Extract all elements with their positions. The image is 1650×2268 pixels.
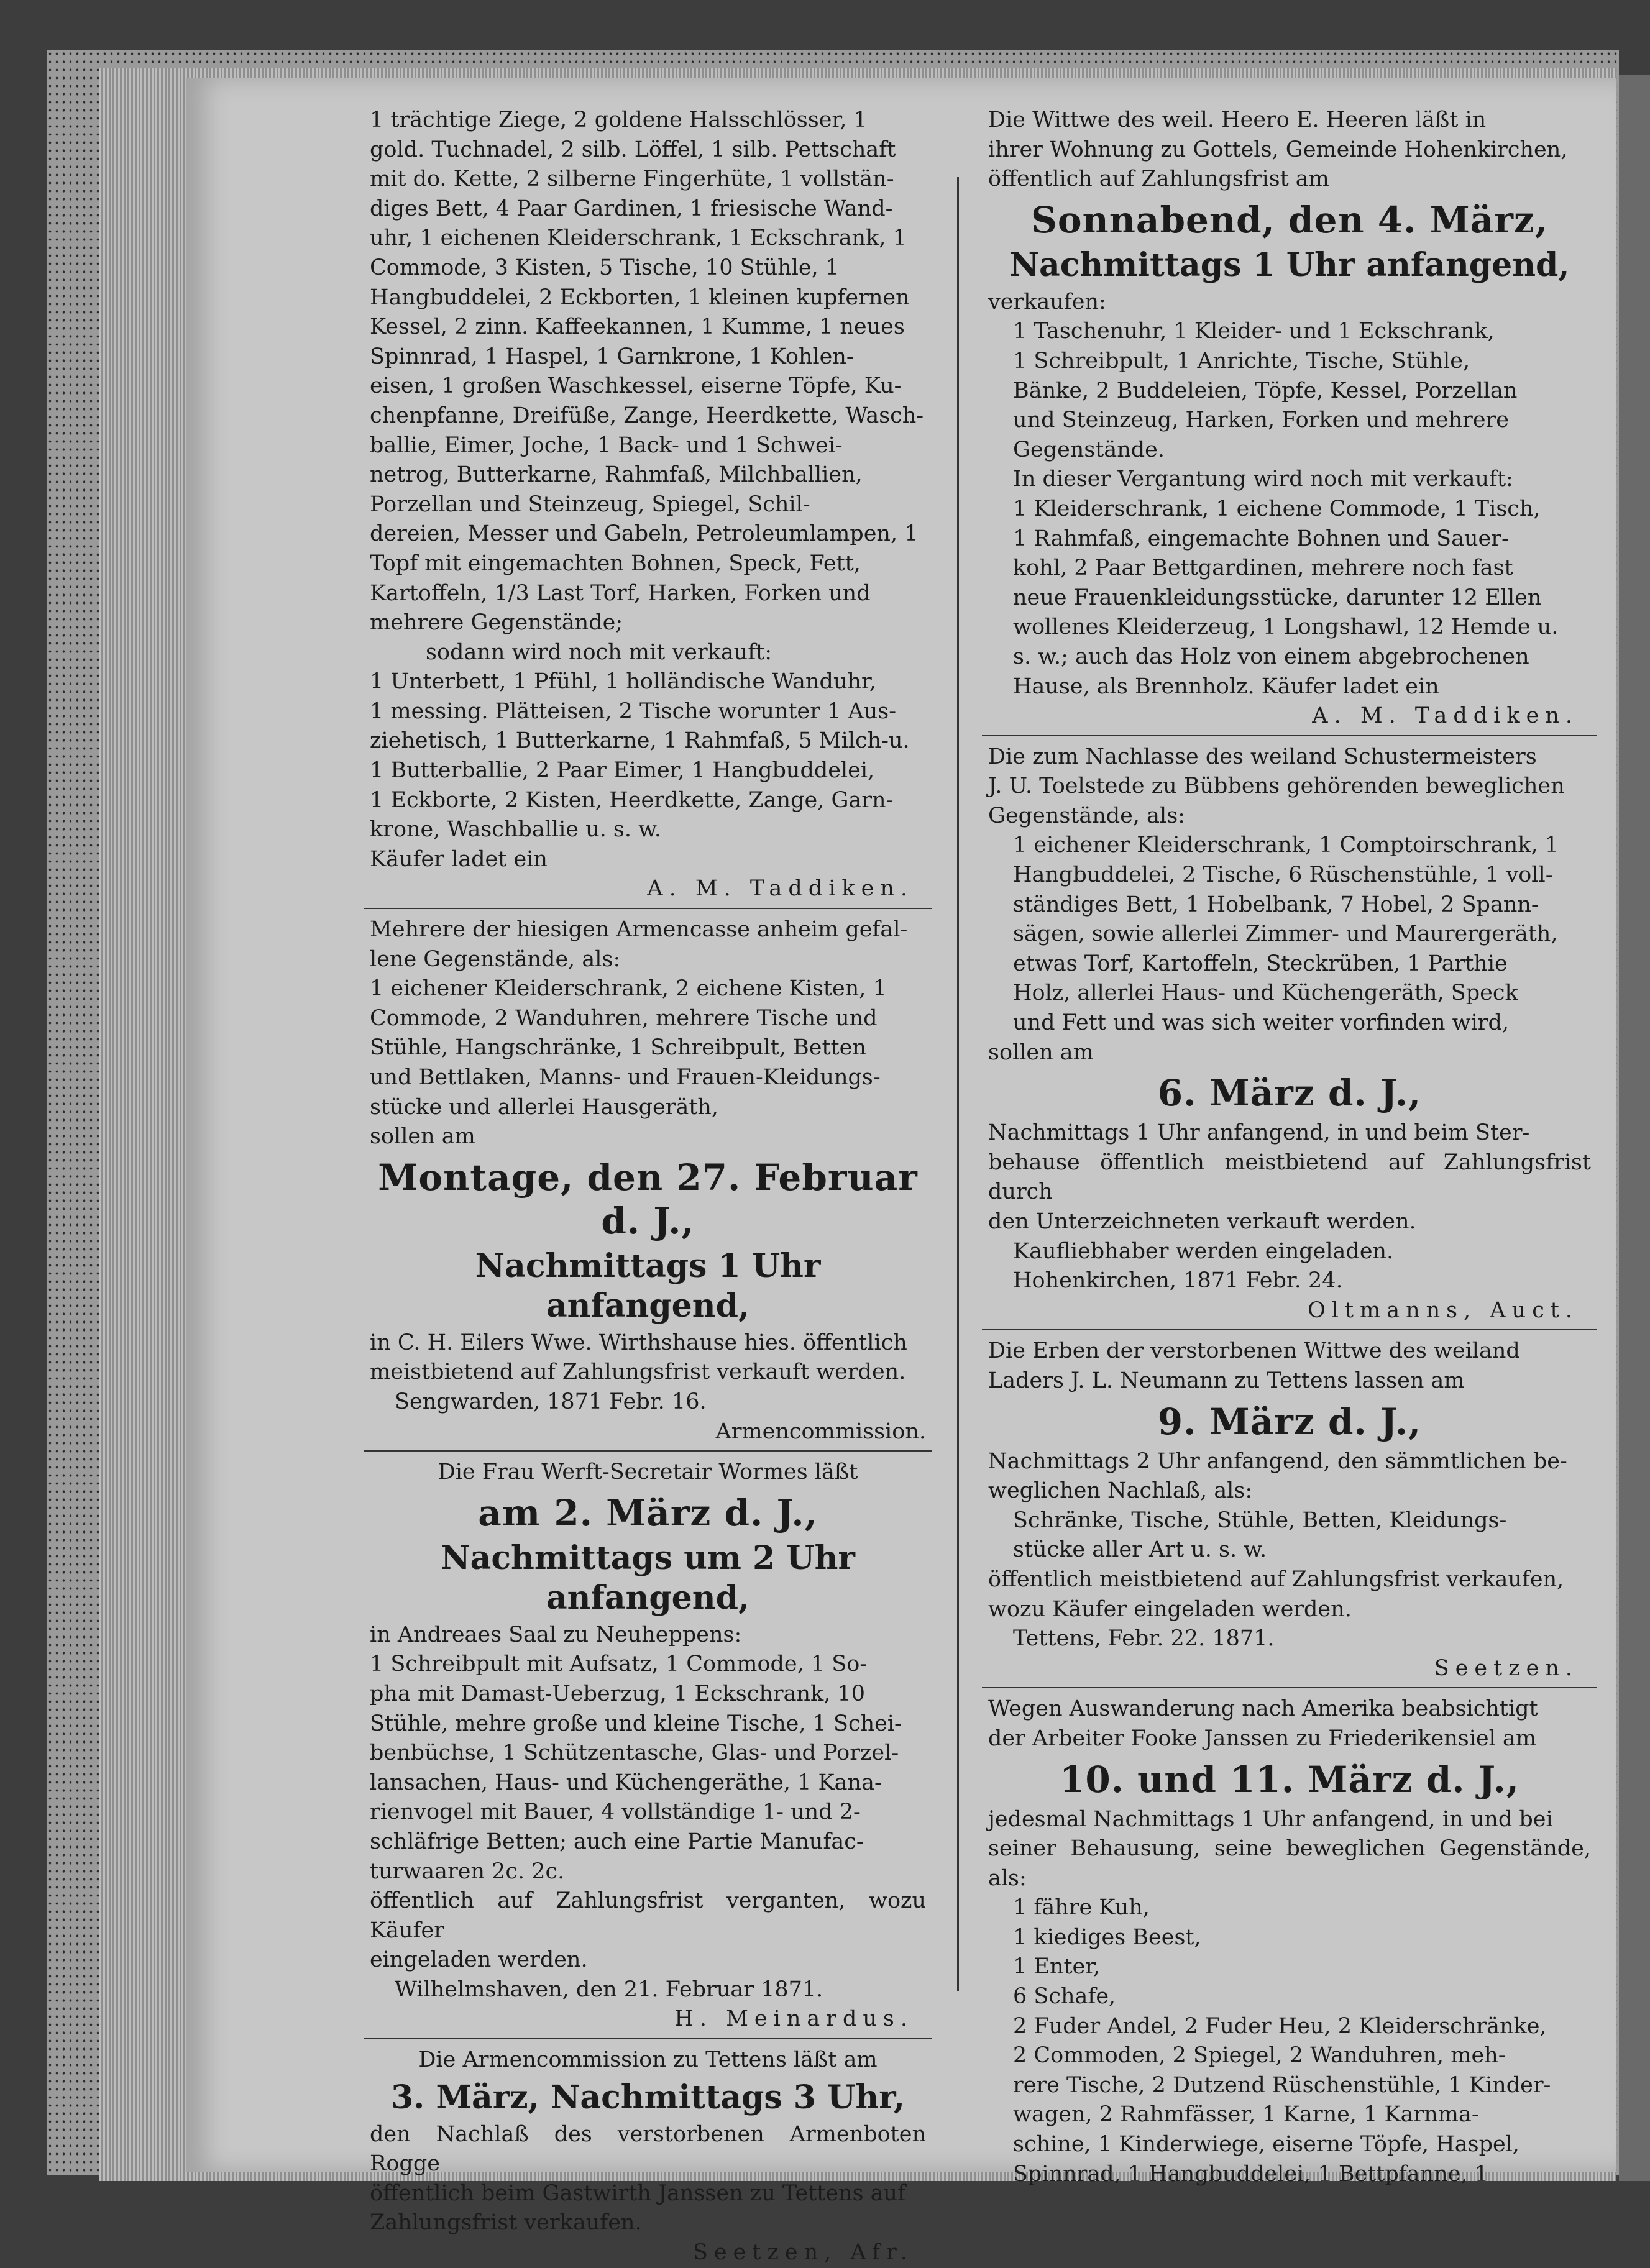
text-line: Kessel, 2 zinn. Kaffeekannen, 1 Kumme, 1 neues: [370, 314, 905, 340]
ad-toelstede: [988, 743, 1591, 1326]
text-line: 1 trächtige Ziege, 2 goldene Halsschlösser, 1: [370, 107, 868, 132]
signature: H. Meinardus.: [674, 2006, 914, 2032]
text-line: den Unterzeichneten verkauft werden.: [988, 1209, 1416, 1234]
text-line: Spinnrad, 1 Hangbuddelei, 1 Bettpfanne, 1: [1013, 2161, 1488, 2187]
text-line: und Bettlaken, Manns- und Frauen-Kleidungs-: [370, 1065, 881, 1090]
text-line: in C. H. Eilers Wwe. Wirthshause hies. öffentlich: [370, 1330, 907, 1355]
text-line: dereien, Messer und Gabeln, Petroleumlampen, 1: [370, 521, 919, 547]
sale-date: 10. und 11. März d. J.,: [1059, 1758, 1519, 1801]
text-line: gold. Tuchnadel, 2 silb. Löffel, 1 silb. Pettschaft: [370, 137, 896, 162]
right-column: [988, 106, 1591, 2189]
text-line: Gegenstände, als:: [988, 803, 1185, 828]
text-line: und Steinzeug, Harken, Forken und mehrere: [1013, 408, 1509, 433]
text-line: lansachen, Haus- und Küchengeräthe, 1 Kana-: [370, 1770, 882, 1795]
text-line: 2 Commoden, 2 Spiegel, 2 Wanduhren, meh-: [1013, 2043, 1506, 2069]
text-line: 1 Eckborte, 2 Kisten, Heerdkette, Zange, Garn-: [370, 787, 894, 813]
text-line: eisen, 1 großen Waschkessel, eiserne Töpfe, Ku-: [370, 373, 902, 399]
text-line: ständiges Bett, 1 Hobelbank, 7 Hobel, 2 Spann-: [1013, 892, 1539, 917]
text-line: J. U. Toelstede zu Bübbens gehörenden beweglichen: [988, 774, 1565, 799]
ad-wormes: [370, 1458, 926, 2034]
text-line: stücke aller Art u. s. w.: [1013, 1537, 1267, 1563]
text-line: rere Tische, 2 Dutzend Rüschenstühle, 1 Kinder-: [1013, 2072, 1551, 2098]
text-line: mehrere Gegenstände;: [370, 610, 623, 636]
dateline: Tettens, Febr. 22. 1871.: [1013, 1626, 1275, 1652]
text-line: öffentlich auf Zahlungsfrist am: [988, 167, 1329, 192]
divider: [364, 2038, 932, 2039]
body: [988, 1118, 1591, 1237]
left-column: [370, 106, 926, 2268]
text-line: 1 Taschenuhr, 1 Kleider- und 1 Eckschrank,: [1013, 319, 1495, 344]
text-line: mit do. Kette, 2 silberne Fingerhüte, 1 vollstän-: [370, 167, 894, 192]
text-line: 1 Enter,: [1013, 1954, 1101, 1980]
text-line: der Arbeiter Fooke Janssen zu Friederikensiel am: [988, 1726, 1537, 1751]
text-line: 1 Butterballie, 2 Paar Eimer, 1 Hangbuddelei,: [370, 758, 875, 784]
intro: [370, 915, 926, 974]
signature: Seetzen, Afr.: [692, 2240, 914, 2266]
text-line: behause öffentlich meistbietend auf Zahlungsfrist durch: [988, 1150, 1591, 1205]
text-line: Spinnrad, 1 Haspel, 1 Garnkrone, 1 Kohlen-: [370, 344, 854, 369]
text-line: meistbietend auf Zahlungsfrist verkauft werden.: [370, 1360, 906, 1385]
items: [370, 974, 926, 1122]
text-line: 1 messing. Plätteisen, 2 Tische worunter 1 Aus-: [370, 698, 897, 724]
text-line: 1 eichener Kleiderschrank, 1 Comptoirschrank, 1: [1013, 833, 1559, 858]
text-line: Kartoffeln, 1/3 Last Torf, Harken, Forken und: [370, 580, 871, 606]
divider: [982, 1329, 1597, 1330]
page-edge-right: [1619, 75, 1650, 2181]
intro: [988, 743, 1591, 831]
text-line: ziehetisch, 1 Butterkarne, 1 Rahmfaß, 5 Milch-u.: [370, 728, 910, 754]
text-line: wagen, 2 Rahmfässer, 1 Karne, 1 Karnma-: [1013, 2102, 1479, 2128]
text-line: sägen, sowie allerlei Zimmer- und Maurergeräth,: [1013, 921, 1558, 947]
text-line: pha mit Damast-Ueberzug, 1 Eckschrank, 10: [370, 1681, 866, 1706]
text-line: stücke und allerlei Hausgeräth,: [370, 1094, 719, 1120]
body: [988, 1447, 1591, 1506]
items: [370, 1650, 926, 1886]
sub-intro: sodann wird noch mit verkauft:: [426, 639, 772, 665]
sale-time: Nachmittags 1 Uhr anfangend,: [475, 1246, 821, 1325]
text-line: uhr, 1 eichenen Kleiderschrank, 1 Eckschrank, 1: [370, 226, 907, 251]
sale-date: Sonnabend, den 4. März,: [1030, 198, 1549, 241]
body: [988, 1805, 1591, 1894]
text-line: Zahlungsfrist verkaufen.: [370, 2210, 642, 2236]
place: [370, 1328, 926, 1388]
text-line: 1 kiediges Beest,: [1013, 1924, 1201, 1950]
text-line: Wegen Auswanderung nach Amerika beabsichtigt: [988, 1696, 1538, 1722]
divider: [982, 735, 1597, 736]
signature: A. M. Taddiken.: [647, 876, 914, 902]
sale-date: 9. März d. J.,: [1157, 1400, 1422, 1443]
sale-date: am 2. März d. J.,: [478, 1491, 818, 1534]
text-line: den Nachlaß des verstorbenen Armenboten Rogge: [370, 2121, 926, 2177]
ad-lines: [370, 106, 926, 638]
items-2: [988, 2012, 1591, 2190]
text-line: rienvogel mit Bauer, 4 vollständige 1- und 2-: [370, 1799, 861, 1825]
text-line: Nachmittags 2 Uhr anfangend, den sämmtlichen be-: [988, 1448, 1567, 1474]
sale-date: 3. März, Nachmittags 3 Uhr,: [391, 2078, 905, 2116]
text-line: 1 Schreibpult mit Aufsatz, 1 Commode, 1 So-: [370, 1652, 868, 1677]
text-line: Die Wittwe des weil. Heero E. Heeren läßt in: [988, 107, 1487, 132]
text-line: Hangbuddelei, 2 Eckborten, 1 kleinen kupfernen: [370, 285, 910, 310]
signature: Armencommission.: [715, 1419, 926, 1444]
text-line: wozu Käufer eingeladen werden.: [988, 1596, 1352, 1622]
sale-time: Nachmittags um 2 Uhr anfangend,: [441, 1539, 855, 1617]
text-line: ballie, Eimer, Joche, 1 Back- und 1 Schwei-: [370, 432, 843, 458]
ad-armencasse: [370, 915, 926, 1447]
intro: [988, 1337, 1591, 1396]
closing: [988, 1565, 1591, 1624]
closing: [370, 1886, 926, 1975]
signature: Oltmanns, Auct.: [1308, 1297, 1579, 1323]
text-line: Hangbuddelei, 2 Tische, 6 Rüschenstühle, 1 voll-: [1013, 862, 1553, 888]
sub-intro: In dieser Vergantung wird noch mit verkauft:: [1013, 467, 1513, 492]
text-line: benbüchse, 1 Schützentasche, Glas- und Porzel-: [370, 1740, 899, 1766]
intro: [988, 106, 1591, 194]
text-line: neue Frauenkleidungsstücke, darunter 12 Ellen: [1013, 585, 1542, 610]
verb: verkaufen:: [988, 289, 1106, 314]
text-line: Commode, 3 Kisten, 5 Tische, 10 Stühle, 1: [370, 255, 840, 280]
text-line: 2 Fuder Andel, 2 Fuder Heu, 2 Kleiderschränke,: [1013, 2013, 1547, 2039]
signature: Seetzen.: [1434, 1655, 1579, 1681]
text-line: 1 Schreibpult, 1 Anrichte, Tische, Stühle,: [1013, 348, 1470, 373]
text-line: 1 Kleiderschrank, 1 eichene Commode, 1 Tisch,: [1013, 496, 1541, 521]
text-line: 6 Schafe,: [1013, 1984, 1116, 2010]
text-line: diges Bett, 4 Paar Gardinen, 1 friesische Wand-: [370, 196, 893, 221]
text-line: Mehrere der hiesigen Armencasse anheim gefal-: [370, 917, 908, 943]
text-line: und Fett und was sich weiter vorfinden wird,: [1013, 1010, 1510, 1036]
ad-tettens-armen: [370, 2046, 926, 2268]
sale-date: Montage, den 27. Februar d. J.,: [378, 1156, 918, 1242]
text-line: weglichen Nachlaß, als:: [988, 1478, 1253, 1504]
text-line: wollenes Kleiderzeug, 1 Longshawl, 12 Hemde u.: [1013, 615, 1559, 640]
closing: Käufer ladet ein: [370, 846, 548, 872]
text-line: netrog, Butterkarne, Rahmfaß, Milchballien,: [370, 462, 863, 488]
text-line: chenpfanne, Dreifüße, Zange, Heerdkette, Wasch-: [370, 403, 924, 428]
sale-date: 6. März d. J.,: [1157, 1072, 1422, 1115]
text-line: öffentlich meistbietend auf Zahlungsfrist verkaufen,: [988, 1566, 1564, 1592]
text-line: Nachmittags 1 Uhr anfangend, in und beim Ster-: [988, 1120, 1530, 1146]
ad-neumann: [988, 1337, 1591, 1683]
text-line: seiner Behausung, seine beweglichen Gegenstände, als:: [988, 1836, 1591, 1891]
text-line: Stühle, mehre große und kleine Tische, 1 Schei-: [370, 1711, 902, 1736]
column-divider: [957, 177, 959, 1991]
text-line: kohl, 2 Paar Bettgardinen, mehrere noch fast: [1013, 556, 1513, 581]
text-line: turwaaren 2c. 2c.: [370, 1859, 565, 1884]
text-line: Schränke, Tische, Stühle, Betten, Kleidungs-: [1013, 1507, 1507, 1533]
intro: Die Frau Werft-Secretair Wormes läßt: [438, 1460, 858, 1485]
items: [988, 1506, 1591, 1565]
sub-items: [988, 495, 1591, 702]
text-line: etwas Torf, Kartoffeln, Steckrüben, 1 Parthie: [1013, 951, 1508, 976]
ad-heeren: [988, 106, 1591, 731]
divider: [364, 1450, 932, 1452]
dateline: Sengwarden, 1871 Febr. 16.: [395, 1389, 707, 1414]
signature: A. M. Taddiken.: [1312, 703, 1579, 729]
text-line: lene Gegenstände, als:: [370, 946, 621, 972]
text-line: schine, 1 Kinderwiege, eiserne Töpfe, Haspel,: [1013, 2132, 1520, 2157]
text-line: Porzellan und Steinzeug, Spiegel, Schil-: [370, 492, 810, 517]
text-line: Die Erben der verstorbenen Wittwe des weiland: [988, 1338, 1520, 1364]
sub-lines: [370, 667, 926, 845]
text-line: ihrer Wohnung zu Gottels, Gemeinde Hohenkirchen,: [988, 137, 1568, 162]
sollen: sollen am: [988, 1040, 1094, 1065]
text-line: 1 Unterbett, 1 Pfühl, 1 holländische Wanduhr,: [370, 669, 877, 695]
place: in Andreaes Saal zu Neuheppens:: [370, 1622, 742, 1647]
text-line: Stühle, Hangschränke, 1 Schreibpult, Betten: [370, 1035, 866, 1061]
dateline: Hohenkirchen, 1871 Febr. 24.: [1013, 1268, 1343, 1294]
text-line: Commode, 2 Wanduhren, mehrere Tische und: [370, 1005, 878, 1031]
ad-taddiken-left: [370, 106, 926, 904]
items: [988, 317, 1591, 465]
body: [370, 2120, 926, 2238]
invite: Kaufliebhaber werden eingeladen.: [1013, 1238, 1394, 1264]
sale-time: Nachmittags 1 Uhr anfangend,: [1009, 245, 1570, 284]
text-line: Bänke, 2 Buddeleien, Töpfe, Kessel, Porzellan: [1013, 378, 1518, 403]
text-line: Gegenstände.: [1013, 437, 1165, 462]
text-line: jedesmal Nachmittags 1 Uhr anfangend, in und bei: [988, 1806, 1553, 1832]
dateline: Wilhelmshaven, den 21. Februar 1871.: [395, 1977, 823, 2002]
text-line: Topf mit eingemachten Bohnen, Speck, Fett,: [370, 551, 861, 576]
intro: Die Armencommission zu Tettens läßt am: [418, 2047, 878, 2073]
text-line: öffentlich beim Gastwirth Janssen zu Tettens auf: [370, 2180, 906, 2206]
divider: [982, 1687, 1597, 1688]
text-line: öffentlich auf Zahlungsfrist verganten, wozu Käufer: [370, 1888, 926, 1943]
text-line: Hause, als Brennholz. Käufer ladet ein: [1013, 674, 1439, 699]
sollen: sollen am: [370, 1124, 475, 1150]
ad-janssen: [988, 1694, 1591, 2189]
text-line: 1 eichener Kleiderschrank, 2 eichene Kisten, 1: [370, 976, 887, 1002]
text-line: Laders J. L. Neumann zu Tettens lassen am: [988, 1368, 1465, 1393]
text-line: s. w.; auch das Holz von einem abgebrochenen: [1013, 644, 1529, 669]
text-line: Die zum Nachlasse des weiland Schustermeisters: [988, 744, 1537, 769]
text-line: krone, Waschballie u. s. w.: [370, 817, 662, 843]
text-line: Holz, allerlei Haus- und Küchengeräth, Speck: [1013, 981, 1518, 1006]
text-line: 1 Rahmfaß, eingemachte Bohnen und Sauer-: [1013, 526, 1509, 551]
text-line: eingeladen werden.: [370, 1947, 588, 1973]
text-line: 1 fähre Kuh,: [1013, 1895, 1150, 1921]
items: [988, 1893, 1591, 2011]
items: [988, 831, 1591, 1038]
text-line: schläfrige Betten; auch eine Partie Manufac-: [370, 1829, 864, 1854]
divider: [364, 908, 932, 909]
intro: [988, 1694, 1591, 1754]
